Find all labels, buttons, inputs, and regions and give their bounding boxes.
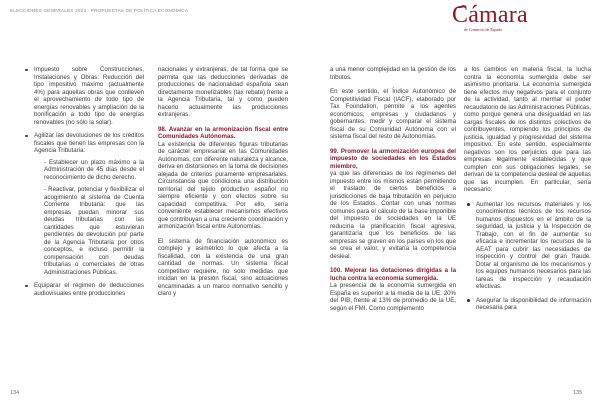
section-title: Mejorar las dotaciones dirigidas a la lucha contra la economía sumergida. — [330, 267, 456, 282]
bullet-item — [476, 297, 591, 312]
column-3 — [330, 66, 456, 396]
logo-wordmark: Cámara — [452, 2, 528, 28]
paragraph: nacionales y extranjeras, de tal forma que se permita que las deducciones derivadas de producciones de nacionalidad española sean directamente monetizables (tax rebate) frente a la Agencia Tributaria, tal y como pueden hacerlo actualmente las producciones extranjeras. — [158, 66, 288, 118]
paragraph: a los cambios en materia fiscal, la lucha contra la economía sumergida debe ser asimismo prioritaria. La economía sumergida tiene efectos muy negativos para el conjunto de la actividad, tanto al mermar el poder recaudatorio de las Administraciones Públicas, como porque genera una desigualdad en las cargas fiscales de los distintos colectivos de contribuyentes, rompiendo los principios de justicia, igualdad y progresividad del sistema impositivo. En este sentido, especialmente negativos son los perjuicios que para las empresas legalmente establecidas y que cumplen con sus obligaciones legales, se derivan de la competencia desleal de aquellas que las incumplen. En particular, sería necesario: — [464, 66, 591, 193]
page-number-left: 134 — [10, 390, 20, 396]
bullet-text: Impuesto sobre Construcciones, Instalaciones y Obras: Reducción del tipo impositivo máximo (actualmente 4%) para aquellas obras que conlleven el aprovechamiento de todo tipo de energías renovables y ampliación de la bonificación a todo tipo de energías renovables (no sólo la solar). — [34, 66, 144, 126]
section-number: 98. — [158, 125, 167, 133]
paragraph: ya que las diferencias de los regímenes del impuesto entre los mismos están permitiendo el traslado de ciertos beneficios a jurisdicciones de baja tributación en perjuicio de los Estados. Contar con unas normas comunes para el cálculo de la base imponible del impuesto de sociedades en la UE reduciría la planificación fiscal agresiva, garantizaría que los beneficios de las empresas se graven en los países en los que se crea el valor, y evitaría la competencia desleal. — [330, 170, 456, 260]
section-title: Avanzar en la armonización fiscal entre Comunidades Autónomas. — [158, 125, 288, 140]
bullet-text: Equiparar el régimen de deducciones audiovisuales entre producciones — [34, 282, 144, 297]
paragraph: a una menor complejidad en la gestión de los tributos. — [330, 66, 456, 81]
running-header: ELECCIONES GENERALES 2023 · PROPUESTAS DE POLÍTICA ECONÓMICA — [10, 9, 189, 14]
paragraph: El sistema de financiación autonómico es complejo y asimétrico lo que afecta a la fiscalidad, con la existencia de una gran cantidad de normas. Un sistema fiscal competitivo requiere, no solo medidas que incidan en la presión fiscal, sino actuaciones encaminadas a un marco normativo sencillo y claro y — [158, 237, 288, 297]
paragraph: En este sentido, el Índice Autonómico de Competitividad Fiscal (IACF), elaborado por Tax Foundation, permite a los agentes económicos, empresas y ciudadanos y gobernantes, medir y comparar el sistema fiscal de su Comunidad Autónoma con el sistema fiscal del resto de Autonomías. — [330, 88, 456, 140]
section-heading-98 — [158, 126, 288, 141]
paragraph: La presencia de la economía sumergida en España es superior a la media de la UE: 20% del PIB, frente al 13% de promedio de la UE, según el FMI. Como complemento — [330, 282, 456, 312]
section-title: Promover la armonización europea del impuesto de sociedades en los Estados miembro, — [330, 147, 456, 170]
bullet-item — [476, 201, 591, 291]
column-2 — [158, 66, 288, 396]
bullet-item — [34, 282, 144, 297]
bullet-text: Aumentar los recursos materiales y los conocimientos técnicos de los recursos humanos dispuestos en el ámbito de la seguridad, la justicia y la Inspección de Trabajo, con el fin de aumentar su eficacia e incrementar los recursos de la AEAT para cubrir las necesidades de inspección y control del gran fraude. Dotar al organismo de los mecanismos y los equipos humanos necesarios para las tareas de inspección y recaudación efectivas. — [476, 200, 591, 290]
sub-item: - Establecer un plazo máximo a la Administración de 45 días desde el reconocimiento de dicho derecho. — [44, 158, 144, 181]
section-number: 100. — [330, 267, 342, 274]
column-4 — [464, 66, 591, 396]
bullet-text: Asegurar la disponibilidad de información necesaria para — [476, 296, 591, 311]
sub-list — [34, 159, 144, 277]
section-number: 99. — [330, 147, 339, 155]
bullet-text: Agilizar las devoluciones de los créditos fiscales que tienen las empresas con la Agencia Tributaria: — [34, 132, 144, 154]
sub-item: - Reactivar, potenciar y flexibilizar el acogimiento al sistema de Cuenta Corriente tributaria: que las empresas puedan minorar sus deudas tributarias con las cantidades que estuvieran pendientes de devolución por parte de la Agencia Tributaria por otros conceptos, e incluso permitir la compensación con deudas tributarias o comerciales de otras Administraciones Públicas. — [44, 186, 144, 276]
paragraph: La existencia de diferentes figuras tributarias de carácter empresarial en las Comunidades Autónomas, con diferente naturaleza y alcance, deriva en distorsiones en la toma de decisiones alejada de criterios puramente empresariales. Circunstancia que condiciona una distribución territorial del tejido productivo español no siempre eficiente y con efectos sobre su capacidad competitiva. Por ello, sería conveniente establecer mecanismos efectivos que contribuyan a una creciente coordinación y armonización fiscal entre Autonomías. — [158, 140, 288, 230]
logo-subtitle: de Comercio de España — [464, 27, 502, 32]
bullet-item — [34, 132, 144, 276]
camara-logo — [440, 2, 540, 32]
section-heading-99 — [330, 148, 456, 171]
bullet-item — [34, 66, 144, 126]
column-1 — [22, 66, 144, 396]
page-number-right: 135 — [573, 390, 583, 396]
section-heading-100 — [330, 267, 456, 282]
